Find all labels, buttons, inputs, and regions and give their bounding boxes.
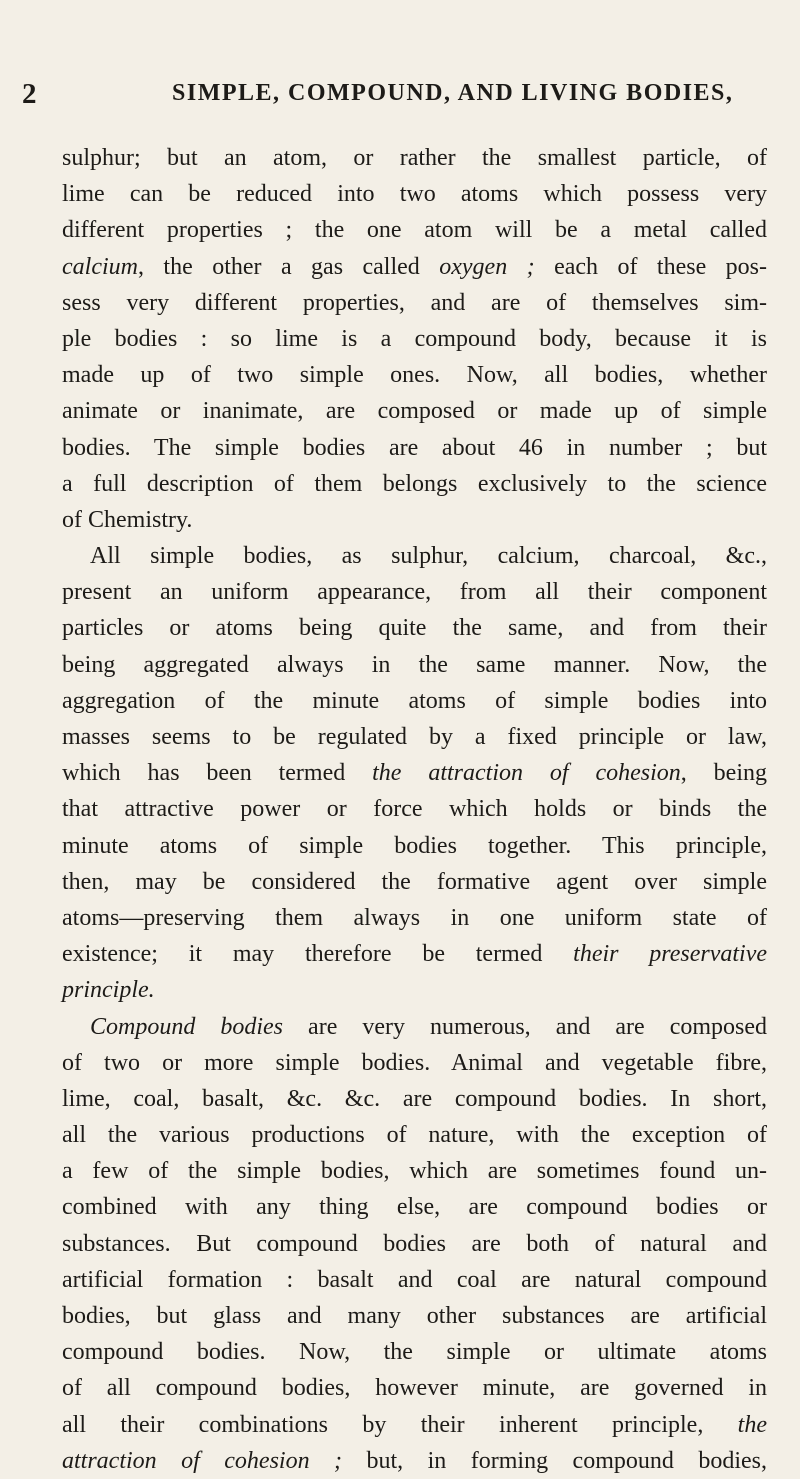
text-run: substances. But compound bodies are both of natural and (62, 1230, 767, 1257)
text-run: of all compound bodies, however minute, are governed in (62, 1375, 767, 1402)
text-line (62, 1407, 767, 1443)
text-run: aggregation of the minute atoms of simple bodies into (62, 687, 767, 714)
text-line (62, 1189, 767, 1225)
text-run: combined with any thing else, are compound bodies or (62, 1194, 767, 1221)
text-run: which has been termed (62, 760, 373, 787)
text-run: sulphur; but an atom, or rather the smallest particle, of (62, 145, 767, 171)
text-run: , the other a gas called (137, 253, 440, 280)
text-run: a full description of them belongs exclusively to the science (62, 470, 767, 497)
italic-text: principle. (62, 977, 155, 1004)
text-run: compound bodies. Now, the simple or ultimate atoms (62, 1339, 767, 1366)
text-line (62, 1009, 767, 1045)
text-line (62, 176, 767, 212)
text-line (62, 1081, 767, 1117)
text-line (62, 755, 767, 791)
text-run: but, in forming compound bodies, (342, 1447, 767, 1474)
text-run: sess very different properties, and are of themselves sim- (62, 289, 767, 316)
italic-text: the attraction of cohesion (372, 760, 681, 787)
text-run: ple bodies : so lime is a compound body, because it is (62, 325, 767, 352)
text-run: all the various productions of nature, with the exception of (62, 1122, 767, 1149)
text-run: lime can be reduced into two atoms which possess very (62, 181, 767, 208)
text-run: masses seems to be regulated by a fixed principle or law, (62, 724, 767, 750)
text-run: atoms—preserving them always in one uniform state of (62, 904, 767, 931)
text-line (62, 1443, 767, 1479)
text-run: artificial formation : basalt and coal are natural compound (62, 1266, 767, 1293)
italic-text: oxygen ; (439, 253, 535, 280)
text-line (62, 972, 767, 1008)
text-line (62, 1370, 767, 1406)
text-line (62, 610, 767, 646)
text-line (62, 1334, 767, 1370)
text-run: bodies. The simple bodies are about 46 in number ; but (62, 434, 767, 461)
running-head: SIMPLE, COMPOUND, AND LIVING BODIES, (172, 80, 734, 106)
text-line (62, 430, 767, 466)
text-run: that attractive power or force which holds or binds the (62, 796, 767, 823)
text-run: , being (680, 760, 767, 787)
italic-text: the (737, 1411, 767, 1438)
text-line (62, 357, 767, 393)
text-run: made up of two simple ones. Now, all bodies, whether (62, 362, 767, 389)
text-line (62, 574, 767, 610)
text-run: existence; it may therefore be termed (62, 941, 574, 968)
text-line (62, 683, 767, 719)
text-line (62, 393, 767, 429)
text-run: lime, coal, basalt, &c. &c. are compound bodies. In short, (62, 1085, 767, 1112)
text-line (62, 140, 767, 176)
text-run: then, may be considered the formative agent over simple (62, 868, 767, 895)
page-number: 2 (22, 78, 38, 110)
italic-text: calcium (62, 253, 138, 280)
text-line (62, 864, 767, 900)
text-line (62, 719, 767, 755)
text-line (62, 1117, 767, 1153)
text-run: all their combinations by their inherent principle, (62, 1411, 738, 1438)
text-line (62, 212, 767, 248)
text-run: All simple bodies, as sulphur, calcium, charcoal, &c., (90, 543, 767, 570)
text-run: different properties ; the one atom will be a metal called (62, 217, 767, 244)
text-run: of Chemistry. (62, 506, 193, 533)
text-run: each of these pos- (534, 253, 768, 280)
text-run: minute atoms of simple bodies together. This principle, (62, 832, 767, 859)
text-run: bodies, but glass and many other substances are artificial (62, 1303, 767, 1329)
text-line (62, 1045, 767, 1081)
text-line (62, 502, 767, 538)
text-line (62, 1262, 767, 1298)
text-line (62, 647, 767, 683)
text-line (62, 1298, 767, 1334)
text-line (62, 249, 767, 285)
italic-text: attraction of cohesion ; (62, 1447, 343, 1474)
text-run: of two or more simple bodies. Animal and vegetable fibre, (62, 1049, 767, 1076)
page-header (0, 78, 800, 118)
text-line (62, 1226, 767, 1262)
text-line (62, 828, 767, 864)
italic-text: their preservative (573, 941, 768, 968)
text-run: a few of the simple bodies, which are sometimes found un- (62, 1158, 767, 1185)
text-line (62, 791, 767, 827)
text-line (62, 466, 767, 502)
text-run: particles or atoms being quite the same, and from their (62, 615, 767, 642)
text-run: being aggregated always in the same manner. Now, the (62, 651, 767, 678)
text-line (62, 900, 767, 936)
text-line (62, 285, 767, 321)
text-run: are very numerous, and are composed (283, 1013, 768, 1040)
text-line (62, 538, 767, 574)
text-line (62, 1153, 767, 1189)
text-run: present an uniform appearance, from all their component (62, 579, 767, 606)
text-run: animate or inanimate, are composed or made up of simple (62, 398, 767, 425)
text-line (62, 321, 767, 357)
italic-text: Compound bodies (90, 1013, 284, 1040)
body-text (62, 140, 767, 1479)
text-line (62, 936, 767, 972)
